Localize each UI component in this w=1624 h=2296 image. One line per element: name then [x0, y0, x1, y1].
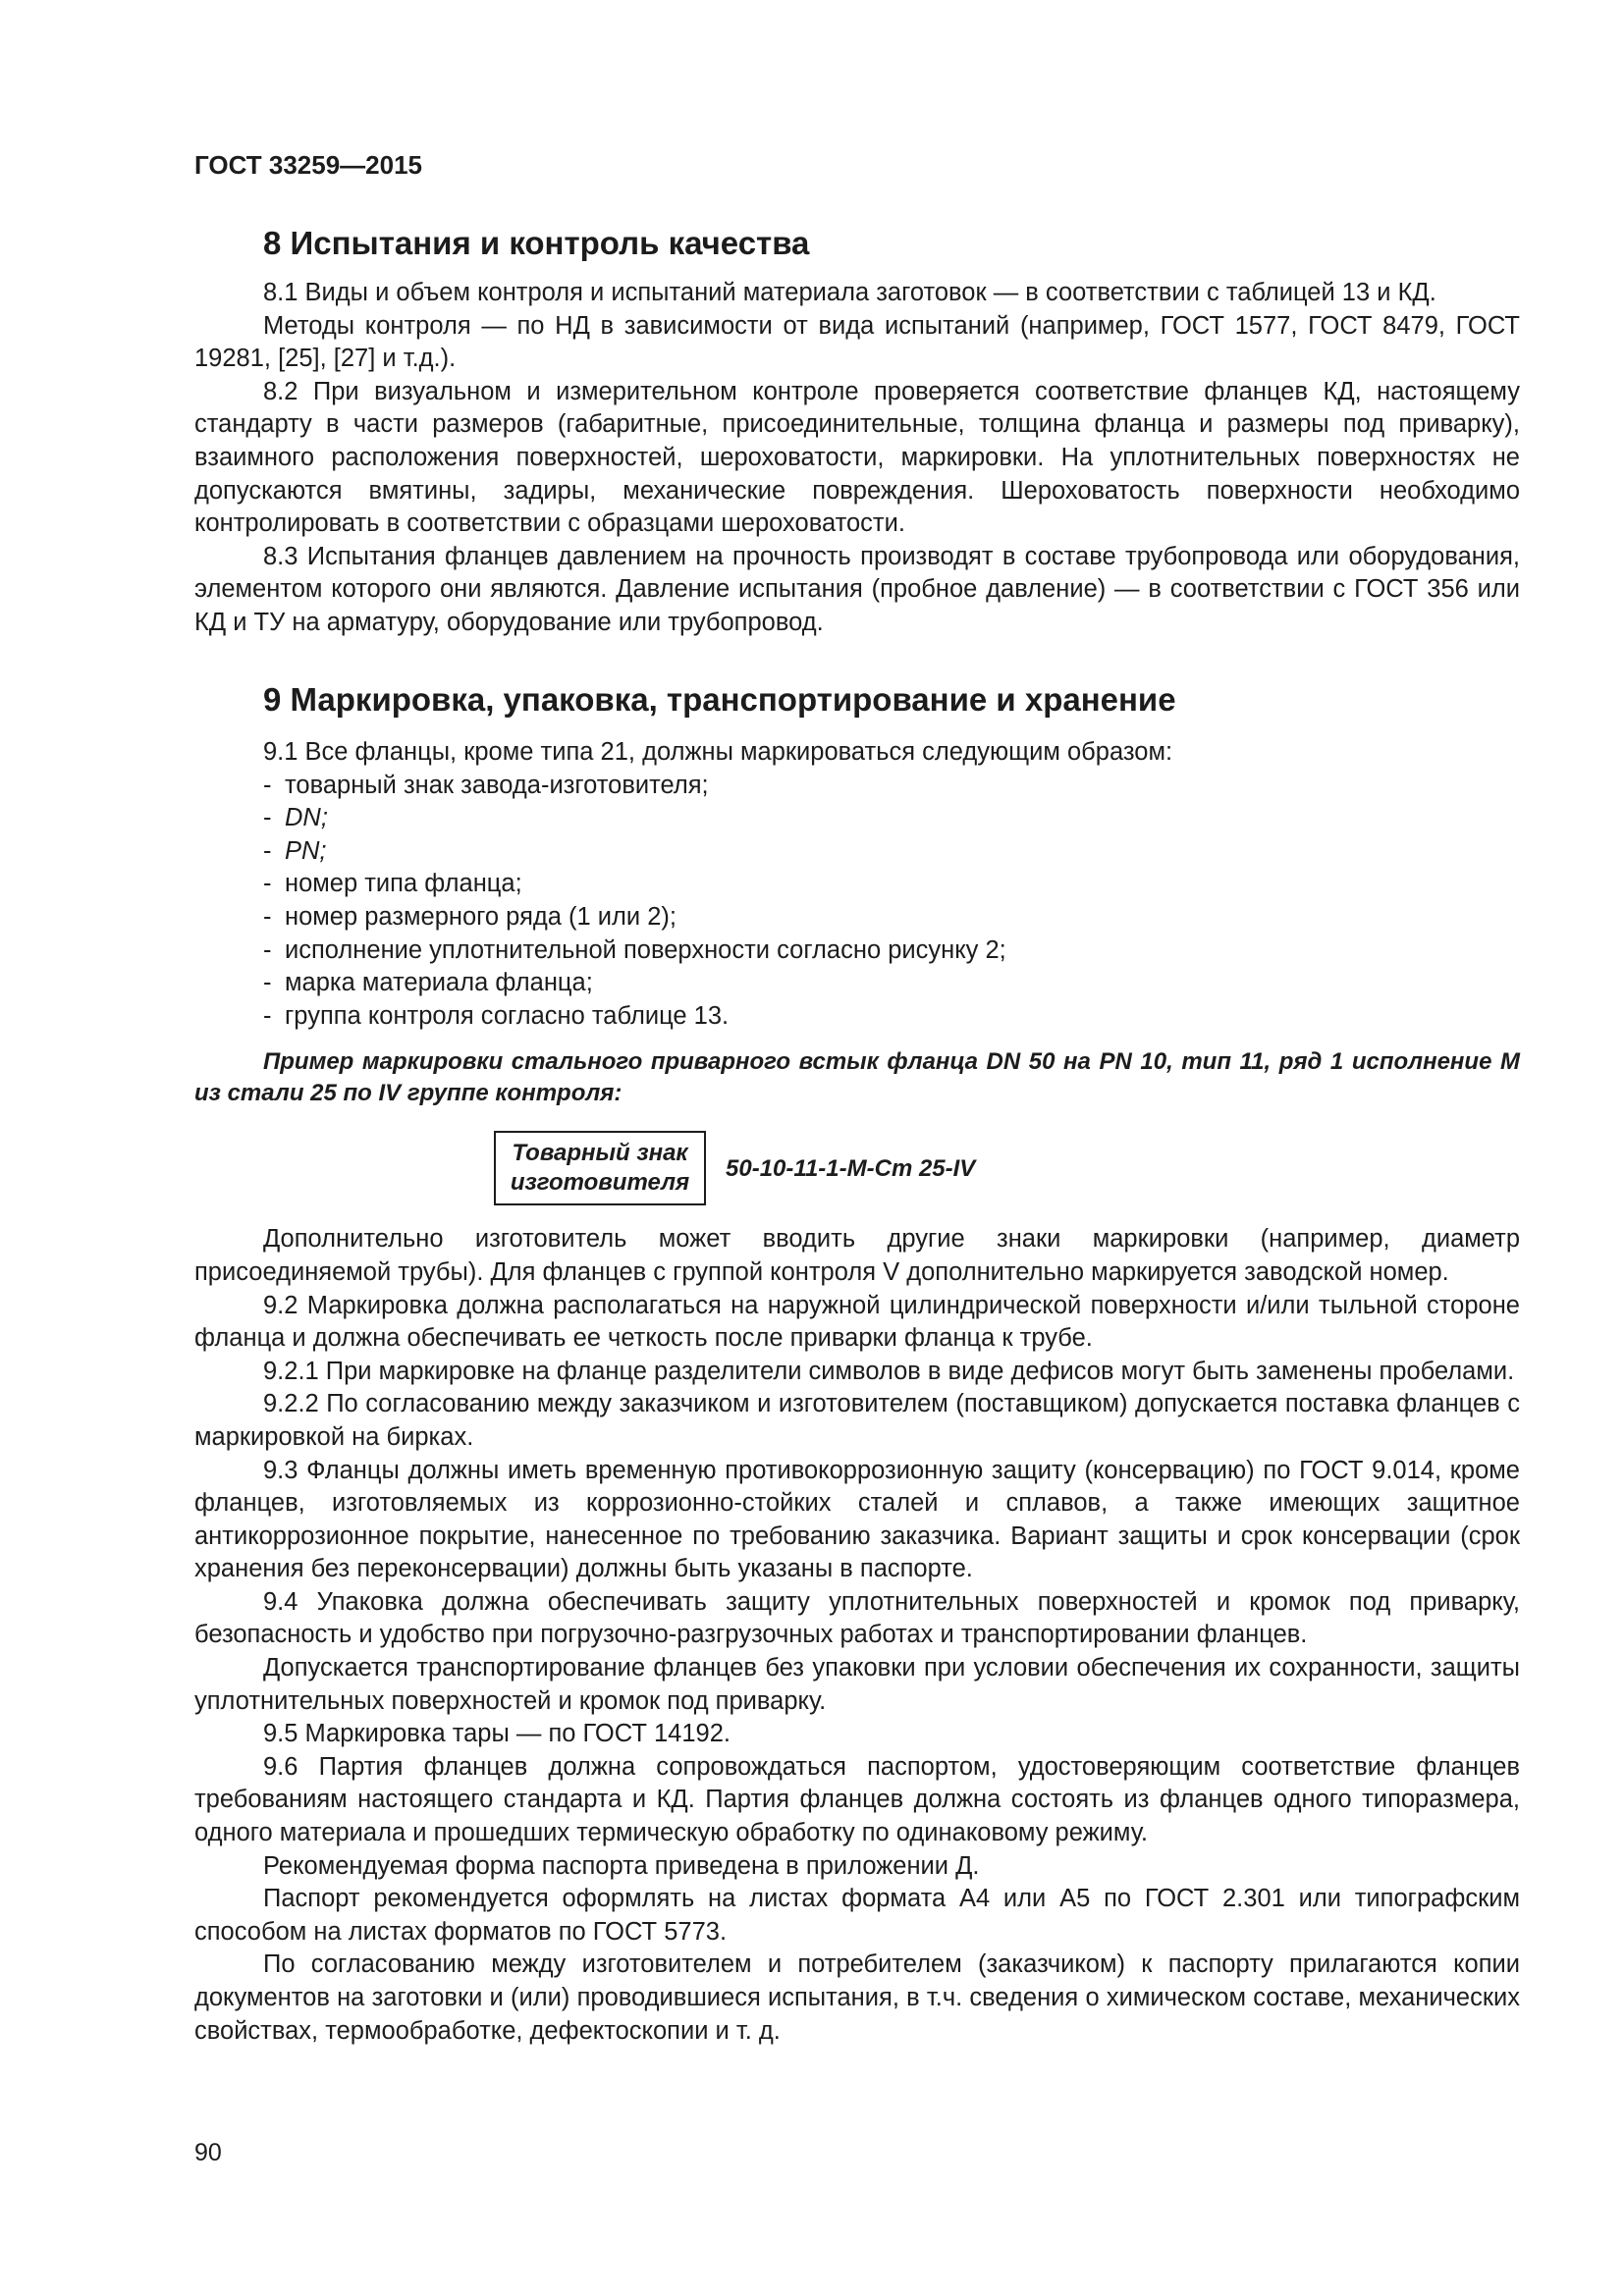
paragraph-9-6-form: Рекомендуемая форма паспорта приведена в приложении Д.: [263, 1851, 980, 1880]
marking-code: 50-10-11-1-М-Ст 25-IV: [726, 1154, 976, 1182]
list-item: - номер размерного ряда (1 или 2);: [263, 902, 677, 931]
page-number: 90: [194, 2139, 222, 2166]
list-item: - DN;: [263, 804, 328, 832]
paragraph-9-1: 9.1 Все фланцы, кроме типа 21, должны маркироваться следующим образом:: [263, 738, 1173, 766]
marking-list: [194, 770, 1520, 1034]
section-8-title: 8 Испытания и контроль качества: [263, 225, 810, 261]
paragraph-8-1-methods: Методы контроля — по НД в зависимости от вида испытаний (например, ГОСТ 1577, ГОСТ 8479, ГОСТ 19281, [25], [27] и т.д.).: [194, 311, 1520, 373]
list-item: - номер типа фланца;: [263, 870, 522, 898]
trademark-box-line-2: изготовителя: [510, 1169, 690, 1197]
trademark-box: [494, 1131, 706, 1205]
paragraph-9-5: 9.5 Маркировка тары — по ГОСТ 14192.: [263, 1720, 731, 1748]
document-page: [194, 0, 1520, 2296]
paragraph-9-2-2: 9.2.2 По согласованию между заказчиком и изготовителем (поставщиком) допускается поставка фланцев с маркировкой на бирках.: [194, 1390, 1520, 1451]
trademark-box-line-1: Товарный знак: [512, 1140, 688, 1167]
list-item: - товарный знак завода-изготовителя;: [263, 771, 709, 799]
paragraph-8-2: 8.2 При визуальном и измерительном контроле проверяется соответствие фланцев КД, настоящему стандарту в части размеров (габаритные, присоединительные, толщина фланца и размеры под приварку), взаимного расположения поверхностей, шероховатости, маркировки. На уплотнительных поверхностях не допускаются вмятины, задиры, механические повреждения. Шероховатость поверхности необходимо контролировать в соответствии с образцами шероховатости.: [194, 377, 1520, 538]
paragraph-9-6-copies: По согласованию между изготовителем и потребителем (заказчиком) к паспорту прилагаются копии документов на заготовки и (или) проводившиеся испытания, в т.ч. сведения о химическом составе, механических свойствах, термообработке, дефектоскопии и т. д.: [194, 1950, 1520, 2045]
document-id: ГОСТ 33259—2015: [194, 150, 422, 180]
paragraph-8-1: 8.1 Виды и объем контроля и испытаний материала заготовок — в соответствии с таблицей 13 и КД.: [263, 279, 1436, 306]
section-9-title: 9 Маркировка, упаковка, транспортирование и хранение: [263, 681, 1176, 718]
paragraph-9-6-format: Паспорт рекомендуется оформлять на листах формата А4 или А5 по ГОСТ 2.301 или типографским способом на листах форматов по ГОСТ 5773.: [194, 1885, 1520, 1946]
list-item: - PN;: [263, 836, 327, 865]
paragraph-9-2-1: 9.2.1 При маркировке на фланце разделители символов в виде дефисов могут быть заменены пробелами.: [263, 1357, 1515, 1385]
marking-sample: [494, 1131, 1520, 1205]
paragraph-9-3: 9.3 Фланцы должны иметь временную противокоррозионную защиту (консервацию) по ГОСТ 9.014, кроме фланцев, изготовляемых из коррозионно-стойких сталей и сплавов, а также имеющих защитное антикоррозионное покрытие, нанесенное по требованию заказчика. Вариант защиты и срок консервации (срок хранения без переконсервации) должны быть указаны в паспорте.: [194, 1456, 1520, 1583]
paragraph-9-6: 9.6 Партия фланцев должна сопровождаться паспортом, удостоверяющим соответствие фланцев требованиям настоящего стандарта и КД. Партия фланцев должна состоять из фланцев одного типоразмера, одного материала и прошедших термическую обработку по одинаковому режиму.: [194, 1752, 1520, 1847]
section-8-body: [194, 277, 1520, 640]
section-9-body: [194, 736, 1520, 2048]
paragraph-9-2: 9.2 Маркировка должна располагаться на наружной цилиндрической поверхности и/или тыльной стороне фланца и должна обеспечивать ее четкость после приварки фланца к трубе.: [194, 1291, 1520, 1353]
paragraph-8-3: 8.3 Испытания фланцев давлением на прочность производят в составе трубопровода или оборудования, элементом которого они являются. Давление испытания (пробное давление) — в соответствии с ГОСТ 356 или КД и ТУ на арматуру, оборудование или трубопровод.: [194, 542, 1520, 636]
marking-example: Пример маркировки стального приварного встык фланца DN 50 на PN 10, тип 11, ряд 1 исполнение М из стали 25 по IV группе контроля:: [194, 1048, 1520, 1107]
paragraph-9-4: 9.4 Упаковка должна обеспечивать защиту уплотнительных поверхностей и кромок под приварку, безопасность и удобство при погрузочно-разгрузочных работах и транспортировании фланцев.: [194, 1587, 1520, 1649]
list-item: - группа контроля согласно таблице 13.: [263, 1001, 730, 1030]
paragraph-9-4-transport: Допускается транспортирование фланцев без упаковки при условии обеспечения их сохранности, защиты уплотнительных поверхностей и кромок под приварку.: [194, 1654, 1520, 1715]
paragraph-9-1-additional: Дополнительно изготовитель может вводить другие знаки маркировки (например, диаметр присоединяемой трубы). Для фланцев с группой контроля V дополнительно маркируется заводской номер.: [194, 1225, 1520, 1286]
list-item: - марка материала фланца;: [263, 969, 593, 997]
list-item: - исполнение уплотнительной поверхности согласно рисунку 2;: [263, 935, 1006, 964]
